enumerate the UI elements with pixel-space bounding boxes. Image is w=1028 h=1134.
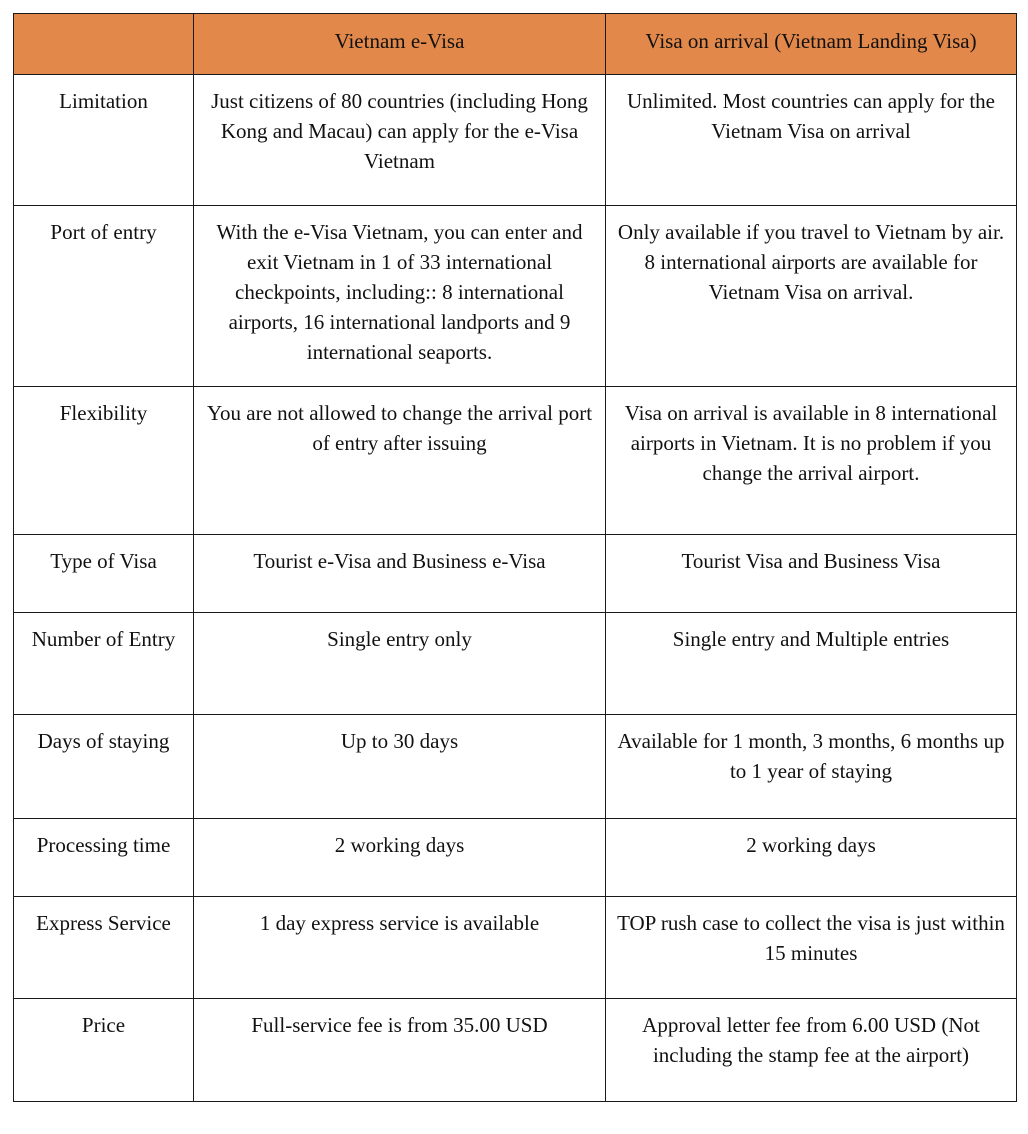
row-label: Port of entry (14, 206, 194, 387)
row-label: Type of Visa (14, 535, 194, 613)
visa-comparison-table (13, 13, 1017, 1102)
header-evisa: Vietnam e-Visa (194, 14, 606, 75)
voa-cell: 2 working days (606, 819, 1017, 897)
evisa-cell: Full-service fee is from 35.00 USD (194, 999, 606, 1102)
table-header (14, 14, 1017, 75)
voa-cell: Tourist Visa and Business Visa (606, 535, 1017, 613)
evisa-cell: Just citizens of 80 countries (including Hong Kong and Macau) can apply for the e-Visa Vietnam (194, 75, 606, 206)
evisa-cell: 1 day express service is available (194, 897, 606, 999)
table-body (14, 75, 1017, 1102)
voa-cell: Approval letter fee from 6.00 USD (Not including the stamp fee at the airport) (606, 999, 1017, 1102)
row-label: Express Service (14, 897, 194, 999)
voa-cell: TOP rush case to collect the visa is just within 15 minutes (606, 897, 1017, 999)
evisa-cell: You are not allowed to change the arrival port of entry after issuing (194, 387, 606, 535)
row-number-of-entry (14, 613, 1017, 715)
row-type-of-visa (14, 535, 1017, 613)
voa-cell: Unlimited. Most countries can apply for the Vietnam Visa on arrival (606, 75, 1017, 206)
row-label: Limitation (14, 75, 194, 206)
row-label: Flexibility (14, 387, 194, 535)
evisa-cell: Single entry only (194, 613, 606, 715)
row-limitation (14, 75, 1017, 206)
row-days-of-staying (14, 715, 1017, 819)
row-port-of-entry (14, 206, 1017, 387)
row-label: Processing time (14, 819, 194, 897)
voa-cell: Only available if you travel to Vietnam by air. 8 international airports are available for Vietnam Visa on arrival. (606, 206, 1017, 387)
voa-cell: Visa on arrival is available in 8 international airports in Vietnam. It is no problem if you change the arrival airport. (606, 387, 1017, 535)
header-row (14, 14, 1017, 75)
row-label: Number of Entry (14, 613, 194, 715)
evisa-cell: Up to 30 days (194, 715, 606, 819)
evisa-cell: Tourist e-Visa and Business e-Visa (194, 535, 606, 613)
header-visa-on-arrival: Visa on arrival (Vietnam Landing Visa) (606, 14, 1017, 75)
evisa-cell: 2 working days (194, 819, 606, 897)
voa-cell: Single entry and Multiple entries (606, 613, 1017, 715)
evisa-cell: With the e-Visa Vietnam, you can enter and exit Vietnam in 1 of 33 international checkpoints, including:: 8 international airports, 16 international landports and 9 international seaports. (194, 206, 606, 387)
row-express-service (14, 897, 1017, 999)
voa-cell: Available for 1 month, 3 months, 6 months up to 1 year of staying (606, 715, 1017, 819)
row-price (14, 999, 1017, 1102)
row-label: Price (14, 999, 194, 1102)
row-flexibility (14, 387, 1017, 535)
header-empty-cell (14, 14, 194, 75)
row-processing-time (14, 819, 1017, 897)
row-label: Days of staying (14, 715, 194, 819)
